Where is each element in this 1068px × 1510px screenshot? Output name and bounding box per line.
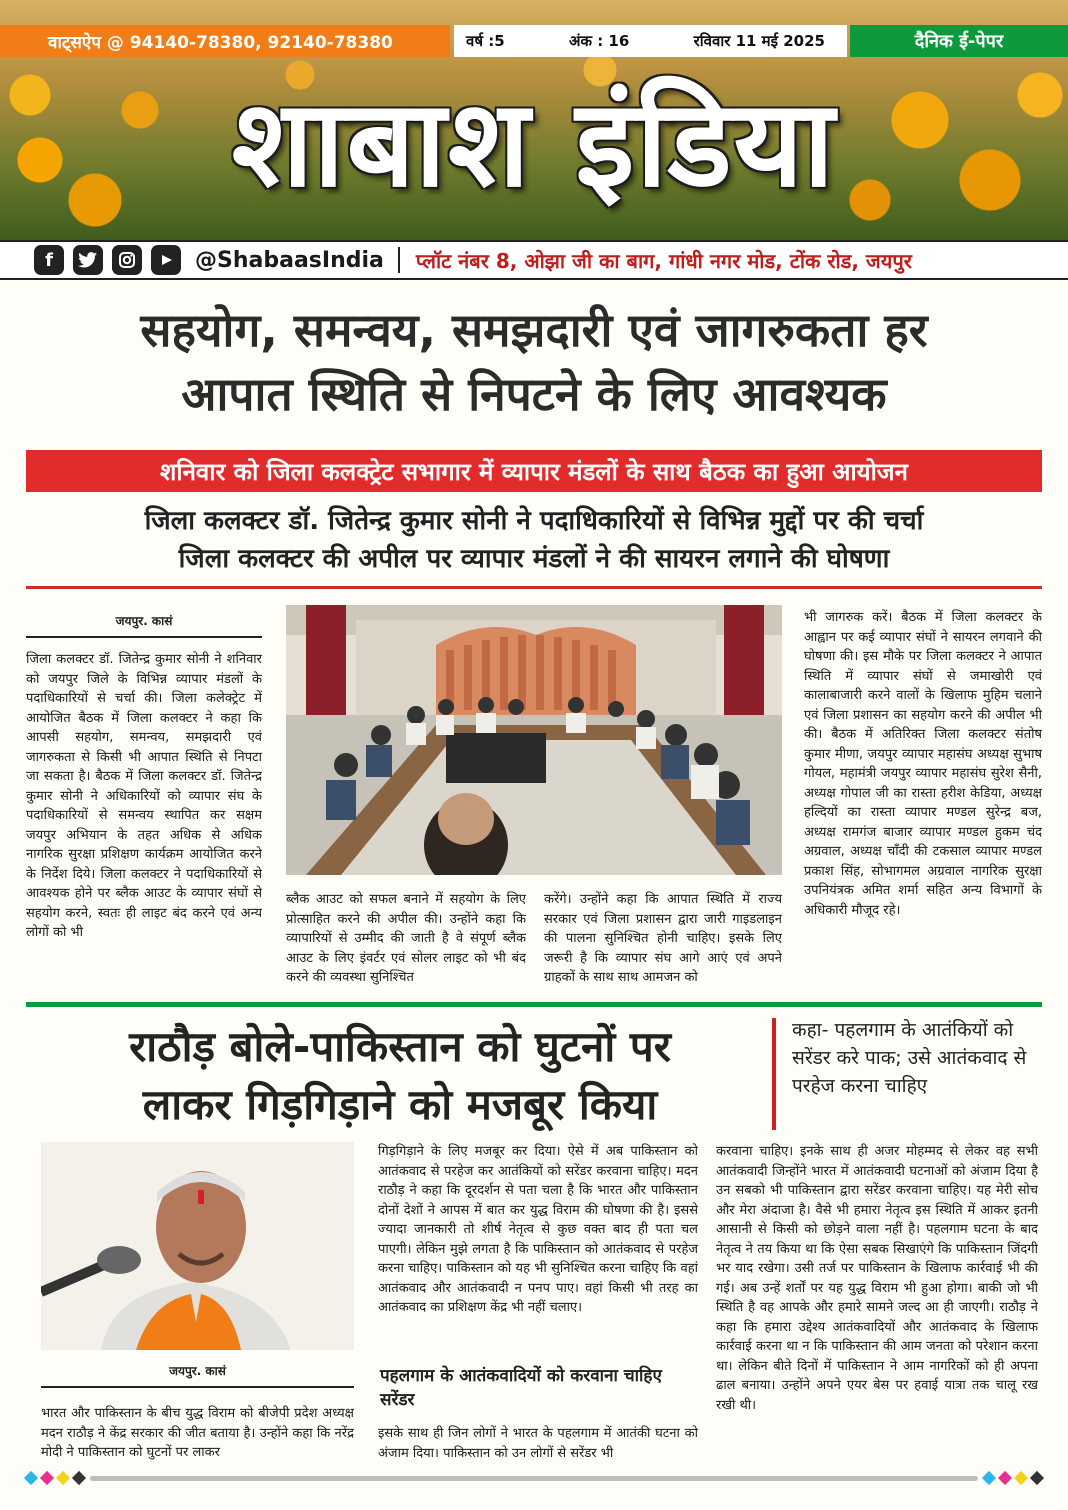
masthead-banner [0,0,1068,240]
story2-crosshead: पहलगाम के आतंकवादियों को करवाना चाहिए सरेंडर [380,1366,662,1410]
story2-column-2: गिड़गिड़ाने के लिए मजबूर कर दिया। ऐसे में अब पाकिस्तान को आतंकवाद से परहेज कर आतंकियों को सरेंडर करवाना चाहिए। मदन राठौड़ ने कहा कि दूरदर्शन से पता चला है कि भारत और पाकिस्तान दोनों देशों ने आपस में बात कर युद्ध विराम की घोषणा की है। इससे ज्यादा जानकारी तो शीर्ष नेतृत्व से कुछ वक्त बाद ही पता चल पाएगी। लेकिन मुझे लगता है कि पाकिस्तान को आतंकवाद से परहेज करना चाहिए। पाकिस्तान को यह भी सुनिश्चित करना चाहिए कि वहां आतंकवाद और आतंकवादी न पनप पाए। वहां किसी भी तरह का आतंकवाद का प्रशिक्षण केंद्र भी नहीं चलाए। [378,1144,698,1315]
story1-headline-line1: सहयोग, समन्वय, समझदारी एवं जागरुकता हर [140,303,928,357]
youtube-icon[interactable] [151,245,181,275]
diamond-icon [1014,1471,1028,1485]
deck-accent-bar [772,1018,776,1130]
rathore-photo [41,1142,354,1350]
volume-number: वर्ष :5 [466,32,505,50]
story2-headline-line1: राठौड़ बोले-पाकिस्तान को घुटनों पर [129,1022,671,1071]
twitter-icon[interactable] [73,245,103,275]
newspaper-title: शाबाश इंडिया [231,75,837,214]
story2-byline: जयपुर. कासं [169,1364,226,1378]
story1-column-4: भी जागरुक करें। बैठक में जिला कलक्टर के आह्वान पर कई व्यापार संघों ने सायरन लगवाने की घोषणा की। इस मौके पर जिला कलक्टर ने आपात स्थिति में व्यापार संघों से जमाखोरी एवं कालाबाजारी करने वालों के खिलाफ मुहिम चलाने एवं जिला प्रशासन का सहयोग करने की अपील भी की। बैठक में अतिरिक्त जिला कलक्टर संतोष कुमार मीणा, जयपुर व्यापार महासंघ अध्यक्ष सुभाष गोयल, महामंत्री जयपुर व्यापार महासंघ सुरेश सैनी, अध्यक्ष गोपाल जी का रास्ता हरीश केडिया, अध्यक्ष हल्दियों का रास्ता व्यापार मण्डल सुरेन्द्र बज, अध्यक्ष रामगंज बाजार व्यापार मण्डल हुकम चंद अग्रवाल, अध्यक्ष चाँदी की टकसाल व्यापार मण्डल प्रकाश सिंह, सोभागमल अग्रवाल नागरिक सुरक्षा उपनियंत्रक अमित शर्मा सहित अन्य विभागों के अधिकारी मौजूद रहे। [804,610,1042,918]
whatsapp-contact: वाट्सऐप @ 94140-78380, 92140-78380 [0,25,450,57]
diamond-icon [24,1471,38,1485]
diamond-icon [40,1471,54,1485]
story2-headline [40,1018,760,1134]
diamond-icon [1030,1471,1044,1485]
story1-column-1: जिला कलक्टर डॉ. जितेन्द्र कुमार सोनी ने शनिवार को जयपुर जिले के विभिन्न व्यापार मंडलों के पदाधिकारियों से चर्चा की। जिला कलेक्ट्रेट में आयोजित बैठक में जिला कलक्टर ने कहा कि आपसी सहयोग, समन्वय, समझदारी एवं जागरुकता से किसी भी आपात स्थिति से निपटा जा सकता है। बैठक में जिला कलक्टर डॉ. जितेन्द्र कुमार सोनी ने अधिकारियों को व्यापार संघ के पदाधिकारियों से समन्वय स्थापित कर सक्षम जयपुर अभियान के तहत अधिक से अधिक नागरिक सुरक्षा प्रशिक्षण कार्यक्रम आयोजित करने के निर्देश दिये। जिला कलक्टर ने पदाधिकारियों से आवश्यक होने पर ब्लैक आउट के व्यापार संघों से सहयोग करने, स्वतः ही लाइट बंद करने एवं अन्य लोगों को भी [26,652,262,940]
diamond-icon [72,1471,86,1485]
issue-info [454,25,847,57]
footer-ornament [26,1470,1042,1486]
story1-headline [30,298,1038,426]
story1-rule [26,586,1042,589]
story1-red-banner: शनिवार को जिला कलक्ट्रेट सभागार में व्यापार मंडलों के साथ बैठक का हुआ आयोजन [26,450,1042,492]
facebook-icon[interactable]: f [34,245,64,275]
office-address: प्लॉट नंबर 8, ओझा जी का बाग, गांधी नगर मोड, टोंक रोड, जयपुर [415,248,912,273]
story2-side-deck: कहा- पहलगाम के आतंकियों को सरेंडर करे पाक; उसे आतंकवाद से परहेज करना चाहिए [792,1019,1027,1097]
story2-headline-line2: लाकर गिड़गिड़ाने को मजबूर किया [142,1080,658,1129]
issue-number: अंक : 16 [569,32,630,50]
diamond-icon [982,1471,996,1485]
story2-column-2b: इसके साथ ही जिन लोगों ने भारत के पहलगाम में आतंकी घटना को अंजाम दिया। पाकिस्तान को उन लोगों से सरेंडर भी [378,1426,698,1461]
story1-column-2: ब्लैक आउट को सफल बनाने में सहयोग के लिए प्रोत्साहित करने की अपील की। उन्होंने कहा कि व्यापारियों से उम्मीद की जाती है वे संपूर्ण ब्लैक आउट के लिए इंवर्टर एवं सोलर लाइट को भी बंद करने की व्यवस्था सुनिश्चित [286,892,526,985]
byline-underline-2 [41,1386,354,1388]
footer-line [90,1476,978,1481]
issue-date: रविवार 11 मई 2025 [693,32,825,50]
story1-headline-line2: आपात स्थिति से निपटने के लिए आवश्यक [181,367,887,421]
social-icons [34,245,181,275]
divider [398,247,400,273]
diamond-icon [998,1471,1012,1485]
diamond-icon [56,1471,70,1485]
meeting-photo [286,605,782,875]
story1-subheads [30,502,1038,578]
instagram-icon[interactable] [112,245,142,275]
story1-subhead-1: जिला कलक्टर डॉ. जितेन्द्र कुमार सोनी ने पदाधिकारियों से विभिन्न मुद्दों पर की चर्चा [144,506,924,536]
edition-label: दैनिक ई-पेपर [850,25,1068,57]
section-divider [26,1002,1042,1007]
social-strip [0,240,1068,280]
story2-column-3: करवाना चाहिए। इनके साथ ही अजर मोहम्मद से लेकर वह सभी आतंकवादी जिन्होंने भारत में आतंकवादी घटनाओं को अंजाम दिया है उन सबको भी पाकिस्तान द्वारा सरेंडर करवाना चाहिए। यह मेरी सोच और मेरा अंदाजा है। वैसे भी हमारा नेतृत्व इस स्थिति में आकर इतनी आसानी से किसी को छोड़ने वाला नहीं है। पहलगाम घटना के बाद नेतृत्व ने तय किया था कि ऐसा सबक सिखाएंगे कि पाकिस्तान जिंदगी भर याद रखेगा। उसी तर्ज पर पाकिस्तान के खिलाफ कार्रवाई भी की गई। अब उन्हें शर्तों पर यह युद्ध विराम भी हुआ होगा। बाकी जो भी स्थिति है वह आपके और हमारे सामने जल्द आ ही जाएगी। राठौड़ ने कहा कि हमारा उद्देश्य आतंकवादियों और आतंकवाद के खिलाफ कार्रवाई करना था न कि पाकिस्तान की आम जनता को परेशान करना था। लेकिन बीते दिनों में पाकिस्तान ने आम नागरिकों को ही अपना ढाल बनाया। उन्होंने अपने एयर बेस पर हवाई यात्रा तक चालू रख रखी थी। [716,1144,1038,1413]
story1-subhead-2: जिला कलक्टर की अपील पर व्यापार मंडलों ने की सायरन लगाने की घोषणा [178,544,890,574]
story1-byline: जयपुर. कासं [115,614,173,628]
story1-column-3: करेंगे। उन्होंने कहा कि आपात स्थिति में राज्य सरकार एवं जिला प्रशासन द्वारा जारी गाइडलाइन की पालना सुनिश्चित होनी चाहिए। इसके लिए जरूरी है कि व्यापार संघ आगे आएं एवं अपने ग्राहकों के साथ साथ आमजन को [544,892,782,985]
byline-underline [26,636,262,638]
social-handle[interactable]: @ShabaasIndia [195,247,384,273]
story2-column-1: भारत और पाकिस्तान के बीच युद्ध विराम को बीजेपी प्रदेश अध्यक्ष मदन राठौड़ ने केंद्र सरकार की जीत बताया है। उन्होंने कहा कि नरेंद्र मोदी ने पाकिस्तान को घुटनों पर लाकर [41,1406,354,1460]
